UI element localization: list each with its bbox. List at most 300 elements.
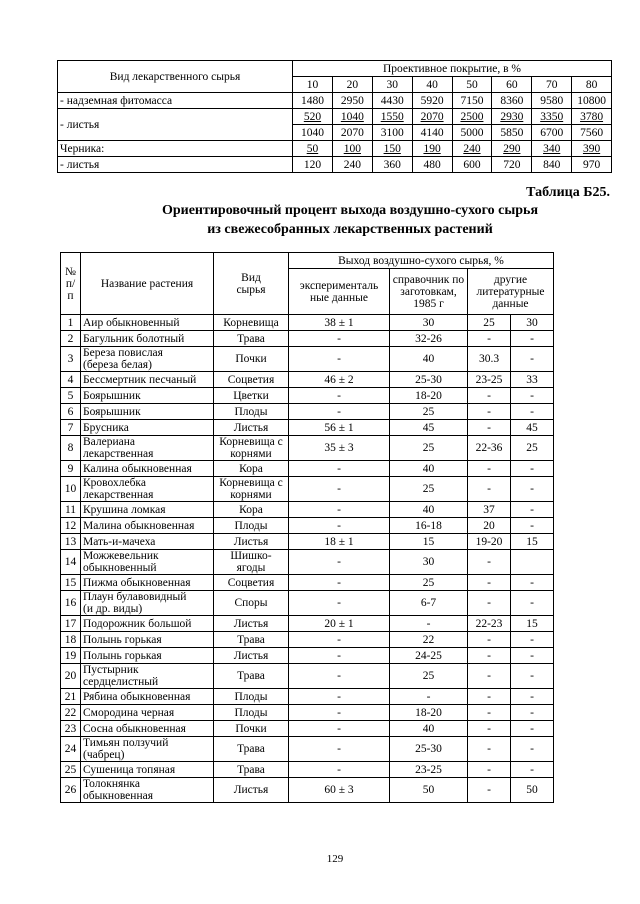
table-row	[61, 420, 554, 436]
table-row	[61, 632, 554, 648]
literature-value-2: 33	[511, 372, 554, 388]
literature-header: другие литературные данные	[468, 269, 554, 315]
coverage-row	[58, 157, 612, 173]
literature-value-2: -	[511, 721, 554, 737]
coverage-row	[58, 93, 612, 109]
experimental-value: -	[289, 664, 390, 689]
cell-line: Плоды	[234, 519, 268, 532]
cell-line: Малина обыкновенная	[83, 519, 195, 532]
cell-line: корнями	[230, 448, 272, 460]
cell-line: Смородина черная	[83, 706, 175, 719]
literature-value-1: -	[468, 762, 511, 778]
cell-line: Полынь горькая	[83, 633, 162, 646]
table-row	[61, 705, 554, 721]
literature-value-1: -	[468, 648, 511, 664]
raw-type	[214, 388, 289, 404]
plant-name	[81, 331, 214, 347]
row-number: 9	[61, 461, 81, 477]
table-row	[61, 388, 554, 404]
literature-value-2: -	[511, 737, 554, 762]
literature-value-2: 15	[511, 616, 554, 632]
table-row	[61, 518, 554, 534]
cell-line: (чабрец)	[83, 749, 125, 761]
row-number: 25	[61, 762, 81, 778]
plant-name	[81, 420, 214, 436]
reference-value: 25	[390, 436, 468, 461]
coverage-cell: 6700	[532, 125, 572, 141]
cell-line: Подорожник большой	[83, 617, 192, 630]
coverage-cell: 2500	[452, 109, 492, 125]
experimental-value: -	[289, 575, 390, 591]
experimental-value: -	[289, 388, 390, 404]
cell-line: Калина обыкновенная	[83, 462, 192, 475]
row-number: 15	[61, 575, 81, 591]
table-row	[61, 762, 554, 778]
row-number: 13	[61, 534, 81, 550]
table-row	[61, 721, 554, 737]
cell-line: Пустырник	[83, 664, 139, 676]
plant-name	[81, 502, 214, 518]
row-number: 22	[61, 705, 81, 721]
raw-type	[214, 705, 289, 721]
coverage-value-header: 40	[412, 77, 452, 93]
literature-value-1: -	[468, 420, 511, 436]
cell-line: Плоды	[234, 405, 268, 418]
cell-line: Бессмертник песчаный	[83, 373, 197, 386]
coverage-value-header: 30	[372, 77, 412, 93]
reference-value: 25	[390, 477, 468, 502]
reference-value: 25	[390, 404, 468, 420]
cell-line: (береза белая)	[83, 359, 152, 371]
coverage-cell: 360	[372, 157, 412, 173]
coverage-cell: 1480	[293, 93, 333, 109]
raw-type	[214, 331, 289, 347]
experimental-header: эксперименталь ные данные	[289, 269, 390, 315]
cell-line: Боярышник	[83, 405, 141, 418]
literature-value-1: 22-23	[468, 616, 511, 632]
coverage-cell: 10800	[572, 93, 612, 109]
table-row	[61, 616, 554, 632]
literature-value-2: -	[511, 575, 554, 591]
table-row	[61, 664, 554, 689]
table-row	[61, 689, 554, 705]
row-number: 8	[61, 436, 81, 461]
literature-value-1: -	[468, 550, 511, 575]
experimental-value: -	[289, 591, 390, 616]
cell-line: корнями	[230, 489, 272, 501]
reference-value: 40	[390, 461, 468, 477]
raw-type	[214, 737, 289, 762]
cell-line: Листья	[233, 535, 269, 548]
coverage-group-header: Проективное покрытие, в %	[293, 61, 612, 77]
number-header: № п/п	[61, 253, 81, 315]
experimental-value: 18 ± 1	[289, 534, 390, 550]
literature-value-1: -	[468, 689, 511, 705]
row-number: 18	[61, 632, 81, 648]
cell-line: Трава	[237, 670, 265, 682]
plant-name	[81, 705, 214, 721]
plant-name	[81, 461, 214, 477]
cell-line: Сосна обыкновенная	[83, 722, 186, 735]
raw-type	[214, 420, 289, 436]
raw-type	[214, 477, 289, 502]
coverage-cell: 340	[532, 141, 572, 157]
literature-value-2: -	[511, 388, 554, 404]
row-label: - листья	[58, 157, 293, 173]
cell-line: (и др. виды)	[83, 603, 143, 615]
raw-type	[214, 616, 289, 632]
plant-name	[81, 550, 214, 575]
row-number: 26	[61, 778, 81, 803]
raw-type	[214, 502, 289, 518]
raw-type	[214, 632, 289, 648]
coverage-cell: 3100	[372, 125, 412, 141]
literature-value-2: -	[511, 347, 554, 372]
experimental-value: 60 ± 3	[289, 778, 390, 803]
literature-value-1: -	[468, 388, 511, 404]
plant-name	[81, 518, 214, 534]
reference-value: 15	[390, 534, 468, 550]
row-label: - надземная фитомасса	[58, 93, 293, 109]
literature-value-1: -	[468, 664, 511, 689]
cell-line: Шишко-	[230, 550, 272, 562]
reference-value: 24-25	[390, 648, 468, 664]
table-row	[61, 550, 554, 575]
experimental-value: -	[289, 648, 390, 664]
reference-value: 25	[390, 664, 468, 689]
raw-type	[214, 648, 289, 664]
coverage-cell: 720	[492, 157, 532, 173]
reference-value: 25-30	[390, 372, 468, 388]
table-row	[61, 436, 554, 461]
coverage-cell: 840	[532, 157, 572, 173]
raw-type	[214, 664, 289, 689]
table-row	[61, 404, 554, 420]
coverage-cell: 9580	[532, 93, 572, 109]
reference-value: 25-30	[390, 737, 468, 762]
experimental-value: -	[289, 632, 390, 648]
row-label: - листья	[58, 109, 293, 141]
reference-value: 25	[390, 575, 468, 591]
cell-line: Брусника	[83, 421, 129, 434]
cell-line: сердцелистный	[83, 676, 159, 688]
reference-value: 18-20	[390, 388, 468, 404]
cell-line: Плаун булавовидный	[83, 591, 187, 603]
experimental-value: -	[289, 737, 390, 762]
literature-value-2: -	[511, 762, 554, 778]
literature-value-1: 37	[468, 502, 511, 518]
plant-name	[81, 575, 214, 591]
row-number: 19	[61, 648, 81, 664]
experimental-value: 38 ± 1	[289, 315, 390, 331]
literature-value-2: 45	[511, 420, 554, 436]
literature-value-2: -	[511, 632, 554, 648]
coverage-cell: 4430	[372, 93, 412, 109]
coverage-cell: 2070	[332, 125, 372, 141]
table-row	[61, 461, 554, 477]
table-row	[61, 591, 554, 616]
plant-name	[81, 372, 214, 388]
plant-name	[81, 477, 214, 502]
cell-line: Тимьян ползучий	[83, 737, 169, 749]
reference-value: 50	[390, 778, 468, 803]
literature-value-2: -	[511, 689, 554, 705]
raw-type	[214, 534, 289, 550]
literature-value-1: -	[468, 721, 511, 737]
coverage-cell: 8360	[492, 93, 532, 109]
yield-table	[60, 252, 554, 803]
plant-name-header: Название растения	[81, 253, 214, 315]
coverage-cell: 100	[332, 141, 372, 157]
table-row	[61, 502, 554, 518]
row-number: 14	[61, 550, 81, 575]
row-number: 3	[61, 347, 81, 372]
coverage-cell: 7560	[572, 125, 612, 141]
raw-type	[214, 461, 289, 477]
coverage-value-header: 10	[293, 77, 333, 93]
coverage-cell: 240	[452, 141, 492, 157]
literature-value-2: -	[511, 705, 554, 721]
yield-group-header: Выход воздушно-сухого сырья, %	[289, 253, 554, 269]
raw-type	[214, 518, 289, 534]
literature-value-2: -	[511, 648, 554, 664]
reference-value: 30	[390, 550, 468, 575]
coverage-cell: 600	[452, 157, 492, 173]
row-number: 7	[61, 420, 81, 436]
coverage-row	[58, 109, 612, 125]
cell-line: Пижма обыкновенная	[83, 576, 191, 589]
coverage-cell: 120	[293, 157, 333, 173]
raw-type	[214, 575, 289, 591]
cell-line: Кора	[239, 462, 263, 475]
experimental-value: -	[289, 689, 390, 705]
cell-line: Сушеница топяная	[83, 763, 176, 776]
row-number: 4	[61, 372, 81, 388]
reference-value: 6-7	[390, 591, 468, 616]
experimental-value: -	[289, 477, 390, 502]
literature-value-2: -	[511, 331, 554, 347]
coverage-cell: 970	[572, 157, 612, 173]
cell-line: ягоды	[236, 562, 266, 574]
cell-line: Корневища	[223, 316, 279, 329]
coverage-cell: 1040	[332, 109, 372, 125]
cell-line: Корневища с	[219, 436, 283, 448]
raw-type	[214, 315, 289, 331]
plant-name	[81, 648, 214, 664]
cell-line: Трава	[237, 743, 265, 755]
raw-type	[214, 762, 289, 778]
literature-value-1: -	[468, 331, 511, 347]
plant-name	[81, 737, 214, 762]
literature-value-2: -	[511, 404, 554, 420]
literature-value-2: 30	[511, 315, 554, 331]
cell-line: Почки	[235, 353, 267, 365]
literature-value-2	[511, 550, 554, 575]
row-number: 17	[61, 616, 81, 632]
plant-name	[81, 404, 214, 420]
literature-value-2: 50	[511, 778, 554, 803]
plant-name	[81, 778, 214, 803]
experimental-value: -	[289, 461, 390, 477]
raw-type	[214, 778, 289, 803]
experimental-value: -	[289, 762, 390, 778]
reference-value: 32-26	[390, 331, 468, 347]
literature-value-1: -	[468, 404, 511, 420]
cell-line: Боярышник	[83, 389, 141, 402]
raw-type	[214, 347, 289, 372]
cell-line: Валериана	[83, 436, 135, 448]
cell-line: Крушина ломкая	[83, 503, 166, 516]
cell-line: Соцветия	[227, 576, 275, 589]
plant-name	[81, 388, 214, 404]
experimental-value: -	[289, 721, 390, 737]
reference-value: 18-20	[390, 705, 468, 721]
coverage-cell: 150	[372, 141, 412, 157]
coverage-cell: 1550	[372, 109, 412, 125]
experimental-value: -	[289, 518, 390, 534]
coverage-cell: 5920	[412, 93, 452, 109]
cell-line: Соцветия	[227, 373, 275, 386]
row-number: 23	[61, 721, 81, 737]
experimental-value: 56 ± 1	[289, 420, 390, 436]
row-number: 1	[61, 315, 81, 331]
cell-line: Кора	[239, 503, 263, 516]
row-number: 21	[61, 689, 81, 705]
coverage-cell: 240	[332, 157, 372, 173]
literature-value-2: -	[511, 664, 554, 689]
coverage-cell: 5000	[452, 125, 492, 141]
experimental-value: -	[289, 550, 390, 575]
plant-name	[81, 616, 214, 632]
row-number: 6	[61, 404, 81, 420]
coverage-cell: 2950	[332, 93, 372, 109]
row-number: 16	[61, 591, 81, 616]
coverage-value-header: 20	[332, 77, 372, 93]
coverage-cell: 190	[412, 141, 452, 157]
reference-value: 22	[390, 632, 468, 648]
coverage-value-header: 50	[452, 77, 492, 93]
plant-name	[81, 591, 214, 616]
coverage-cell: 2930	[492, 109, 532, 125]
reference-value: 40	[390, 502, 468, 518]
reference-value: 45	[390, 420, 468, 436]
cell-line: лекарственная	[83, 448, 154, 460]
plant-name	[81, 689, 214, 705]
coverage-row	[58, 141, 612, 157]
table-row	[61, 372, 554, 388]
experimental-value: 35 ± 3	[289, 436, 390, 461]
coverage-cell: 290	[492, 141, 532, 157]
raw-type	[214, 550, 289, 575]
row-number: 5	[61, 388, 81, 404]
raw-type-header: Вид сырья	[214, 253, 289, 315]
literature-value-1: 25	[468, 315, 511, 331]
cell-line: Листья	[233, 617, 269, 630]
cell-line: Трава	[237, 763, 265, 776]
literature-value-1: -	[468, 778, 511, 803]
plant-name	[81, 436, 214, 461]
literature-value-1: -	[468, 461, 511, 477]
raw-type	[214, 689, 289, 705]
plant-name	[81, 534, 214, 550]
literature-value-2: -	[511, 502, 554, 518]
cell-line: Цветки	[233, 389, 269, 402]
experimental-value: -	[289, 502, 390, 518]
coverage-value-header: 60	[492, 77, 532, 93]
row-number: 11	[61, 502, 81, 518]
literature-value-2: 25	[511, 436, 554, 461]
literature-value-2: -	[511, 477, 554, 502]
table-label: Таблица Б25.	[526, 185, 610, 200]
row-number: 10	[61, 477, 81, 502]
literature-value-1: -	[468, 705, 511, 721]
cell-line: Листья	[233, 421, 269, 434]
reference-value: 40	[390, 721, 468, 737]
table-row	[61, 648, 554, 664]
experimental-value: 46 ± 2	[289, 372, 390, 388]
row-number: 2	[61, 331, 81, 347]
coverage-cell: 3350	[532, 109, 572, 125]
reference-value: 23-25	[390, 762, 468, 778]
row-number: 24	[61, 737, 81, 762]
cell-line: Можжевельник	[83, 550, 159, 562]
coverage-cell: 5850	[492, 125, 532, 141]
reference-value: 40	[390, 347, 468, 372]
page-number: 129	[326, 853, 344, 865]
table-row	[61, 477, 554, 502]
literature-value-1: -	[468, 632, 511, 648]
table-row	[61, 778, 554, 803]
cell-line: Плоды	[234, 690, 268, 703]
plant-name	[81, 762, 214, 778]
experimental-value: -	[289, 331, 390, 347]
table-row	[61, 737, 554, 762]
yield-table-body	[61, 315, 554, 803]
coverage-value-header: 80	[572, 77, 612, 93]
raw-type	[214, 721, 289, 737]
literature-value-2: -	[511, 461, 554, 477]
coverage-cell: 3780	[572, 109, 612, 125]
literature-value-2: -	[511, 518, 554, 534]
raw-material-header: Вид лекарственного сырья	[58, 61, 293, 93]
cell-line: Листья	[233, 784, 269, 796]
cell-line: лекарственная	[83, 489, 154, 501]
coverage-cell: 390	[572, 141, 612, 157]
table-row	[61, 315, 554, 331]
raw-type	[214, 591, 289, 616]
reference-value: 30	[390, 315, 468, 331]
cell-line: Почки	[235, 722, 267, 735]
table-row	[61, 347, 554, 372]
plant-name	[81, 721, 214, 737]
row-number: 12	[61, 518, 81, 534]
literature-value-1: -	[468, 737, 511, 762]
literature-value-1: 22-36	[468, 436, 511, 461]
table-row	[61, 575, 554, 591]
coverage-cell: 4140	[412, 125, 452, 141]
literature-value-1: 30.3	[468, 347, 511, 372]
cell-line: Корневища с	[219, 477, 283, 489]
cell-line: Полынь горькая	[83, 649, 162, 662]
literature-value-1: 23-25	[468, 372, 511, 388]
cell-line: Плоды	[234, 706, 268, 719]
plant-name	[81, 664, 214, 689]
coverage-cell: 7150	[452, 93, 492, 109]
cell-line: Споры	[234, 597, 268, 609]
cell-line: обыкновенный	[83, 562, 157, 574]
plant-name	[81, 347, 214, 372]
reference-value: 16-18	[390, 518, 468, 534]
